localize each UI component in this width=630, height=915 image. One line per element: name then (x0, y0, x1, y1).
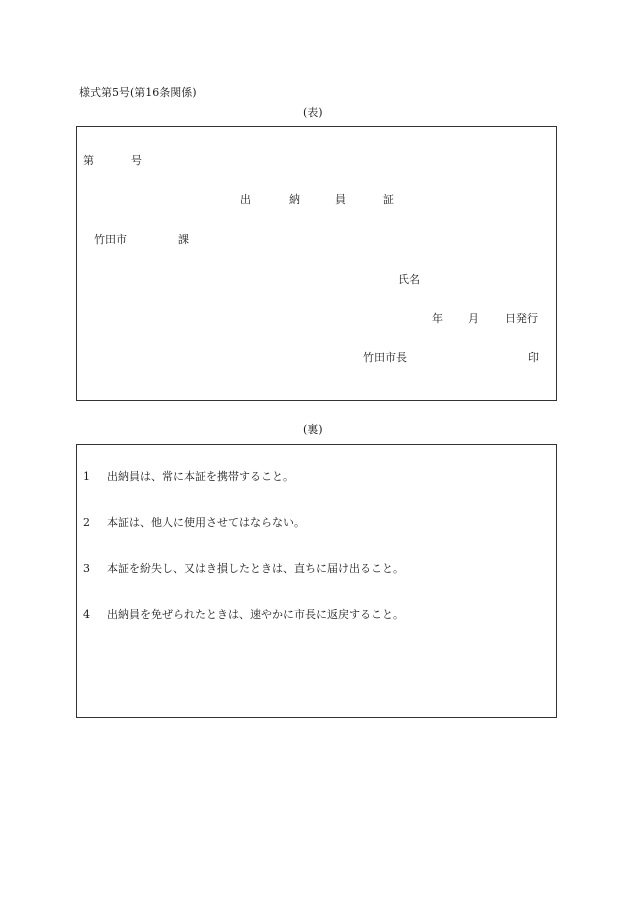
rule-text: 本証を紛失し、又はき損したときは、直ちに届け出ること。 (107, 562, 404, 575)
rule-number: 2 (83, 516, 90, 529)
rule-number: 4 (83, 608, 90, 621)
heading-char-3: 員 (335, 193, 346, 206)
seal: 印 (528, 351, 539, 364)
heading-char-4: 証 (383, 193, 394, 206)
rule-item (83, 562, 404, 576)
dept-city: 竹田市 (94, 233, 127, 246)
name-label: 氏名 (398, 273, 420, 286)
front-caption: (表) (303, 106, 323, 119)
back-card (76, 444, 557, 718)
issuer: 竹田市長 (363, 351, 407, 364)
back-caption: (裏) (303, 423, 323, 436)
number-suffix: 号 (131, 154, 142, 167)
rule-item (83, 516, 305, 530)
rule-text: 本証は、他人に使用させてはならない。 (107, 516, 305, 529)
form-title: 様式第5号(第16条関係) (79, 86, 197, 99)
rule-item (83, 608, 404, 622)
rule-text: 出納員を免ぜられたときは、速やかに市長に返戻すること。 (107, 608, 404, 621)
heading-char-2: 納 (289, 193, 300, 206)
rule-item (83, 470, 294, 484)
front-card (76, 126, 557, 401)
rule-number: 1 (83, 470, 90, 483)
date-month: 月 (468, 312, 479, 325)
heading-char-1: 出 (240, 193, 251, 206)
rule-text: 出納員は、常に本証を携帯すること。 (107, 470, 294, 483)
number-prefix: 第 (83, 154, 94, 167)
date-year: 年 (432, 312, 443, 325)
date-day-issue: 日発行 (505, 312, 538, 325)
rule-number: 3 (83, 562, 90, 575)
dept-suffix: 課 (178, 233, 189, 246)
